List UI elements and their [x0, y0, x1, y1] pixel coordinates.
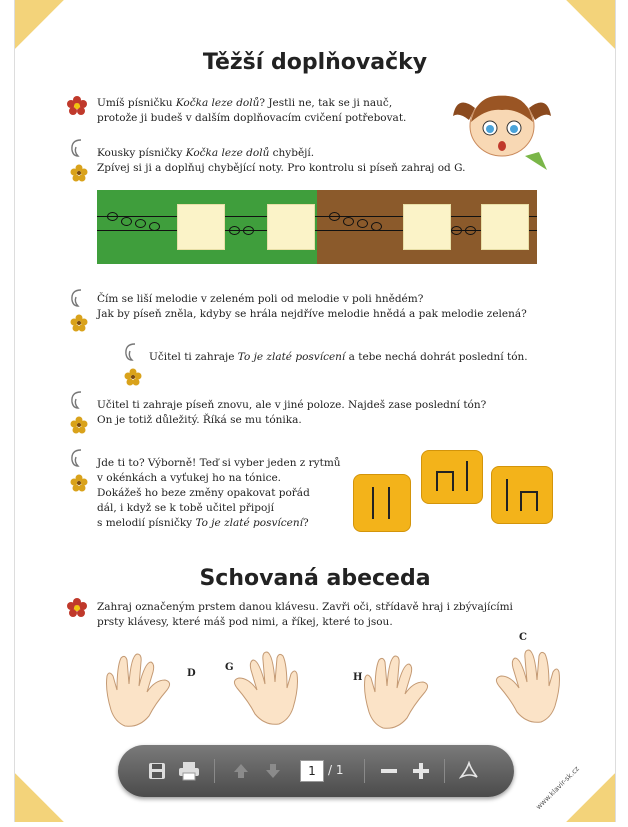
note: [357, 219, 368, 228]
note: [329, 212, 340, 221]
flower-icon: [67, 96, 87, 116]
note: [343, 217, 354, 226]
note: [465, 226, 476, 235]
section-title: Schovaná abeceda: [199, 566, 431, 591]
rhythm-text: Jde ti to? Výborně! Teď si vyber jeden z rytmů v okénkách a vyťukej ho na tónice. Dokážeš ho beze změny opakovat pořád dál, i když se k tobě učitel připojí s melodií písničky To je zlaté posvícení?: [97, 457, 341, 529]
page-number-input[interactable]: 1: [300, 760, 324, 782]
intro-text: Umíš písničku Kočka leze dolů? Jestli ne, tak se ji nauč, protože ji budeš v dalším doplňovacím cvičení potřebovat.: [97, 97, 407, 124]
left-hand-illustration: [357, 652, 449, 734]
teacher-text: Učitel ti zahraje To je zlaté posvícení a tebe nechá dohrát poslední tón.: [149, 351, 528, 363]
finger-label: G: [225, 662, 234, 673]
keyboard-text: Zahraj označeným prstem danou klávesu. Zavři oči, střídavě hraj i zbývajícími prsty klávesy, které máš pod nimi, a říkej, které to jsou.: [97, 601, 513, 628]
note: [107, 212, 118, 221]
document-page: [14, 0, 616, 822]
rhythm-card[interactable]: [491, 466, 553, 524]
watermark: www.klavir-sk.cz: [535, 764, 582, 812]
plus-icon: [411, 761, 431, 781]
answer-box[interactable]: [267, 204, 315, 250]
instruction-text: Kousky písničky Kočka leze dolů chybějí. Zpívej si ji a doplňuj chybějící noty. Pro kontrolu si píseň zahraj od G.: [97, 147, 466, 174]
ear-flower-icon: [69, 138, 89, 184]
answer-box[interactable]: [403, 204, 451, 250]
note: [451, 226, 462, 235]
ear-flower-icon: [123, 342, 143, 388]
question-text: Čím se liší melodie v zeleném poli od melodie v poli hnědém? Jak by píseň zněla, kdyby se hrála nejdříve melodie hnědá a pak melodie zelená?: [97, 293, 527, 320]
zoom-out-button[interactable]: [376, 758, 402, 784]
note: [371, 222, 382, 231]
note: [135, 219, 146, 228]
tonic-text: Učitel ti zahraje píseň znovu, ale v jiné poloze. Najdeš zase poslední tón? On je totiž důležitý. Říká se mu tónika.: [97, 399, 487, 426]
left-hand-illustration: [99, 650, 191, 732]
answer-box[interactable]: [177, 204, 225, 250]
acrobat-icon: [459, 761, 479, 781]
save-button[interactable]: [144, 758, 170, 784]
pdf-toolbar: [118, 745, 514, 797]
minus-icon: [379, 761, 399, 781]
answer-box[interactable]: [481, 204, 529, 250]
note: [229, 226, 240, 235]
finger-label: C: [519, 632, 527, 643]
acrobat-button[interactable]: [456, 758, 482, 784]
print-icon: [178, 761, 200, 781]
note: [121, 217, 132, 226]
print-button[interactable]: [176, 758, 202, 784]
zoom-in-button[interactable]: [408, 758, 434, 784]
next-page-button[interactable]: [260, 758, 286, 784]
save-icon: [147, 761, 167, 781]
previous-page-button[interactable]: [228, 758, 254, 784]
corner-decoration: [14, 755, 82, 822]
rhythm-card[interactable]: [421, 450, 483, 504]
right-hand-illustration: [213, 648, 305, 730]
finger-label: D: [187, 668, 196, 679]
ear-flower-icon: [69, 390, 89, 436]
finger-label: H: [353, 672, 363, 683]
note: [149, 222, 160, 231]
arrow-down-icon: [264, 762, 282, 780]
ear-flower-icon: [69, 288, 89, 334]
rhythm-card[interactable]: [353, 474, 411, 532]
right-hand-illustration: [475, 646, 567, 728]
page-title: Těžší doplňovačky: [202, 50, 428, 75]
page-count: / 1: [328, 763, 344, 777]
arrow-up-icon: [232, 762, 250, 780]
note: [243, 226, 254, 235]
ear-flower-icon: [69, 448, 89, 494]
flower-icon: [67, 598, 87, 618]
melody-staff: [97, 190, 537, 264]
